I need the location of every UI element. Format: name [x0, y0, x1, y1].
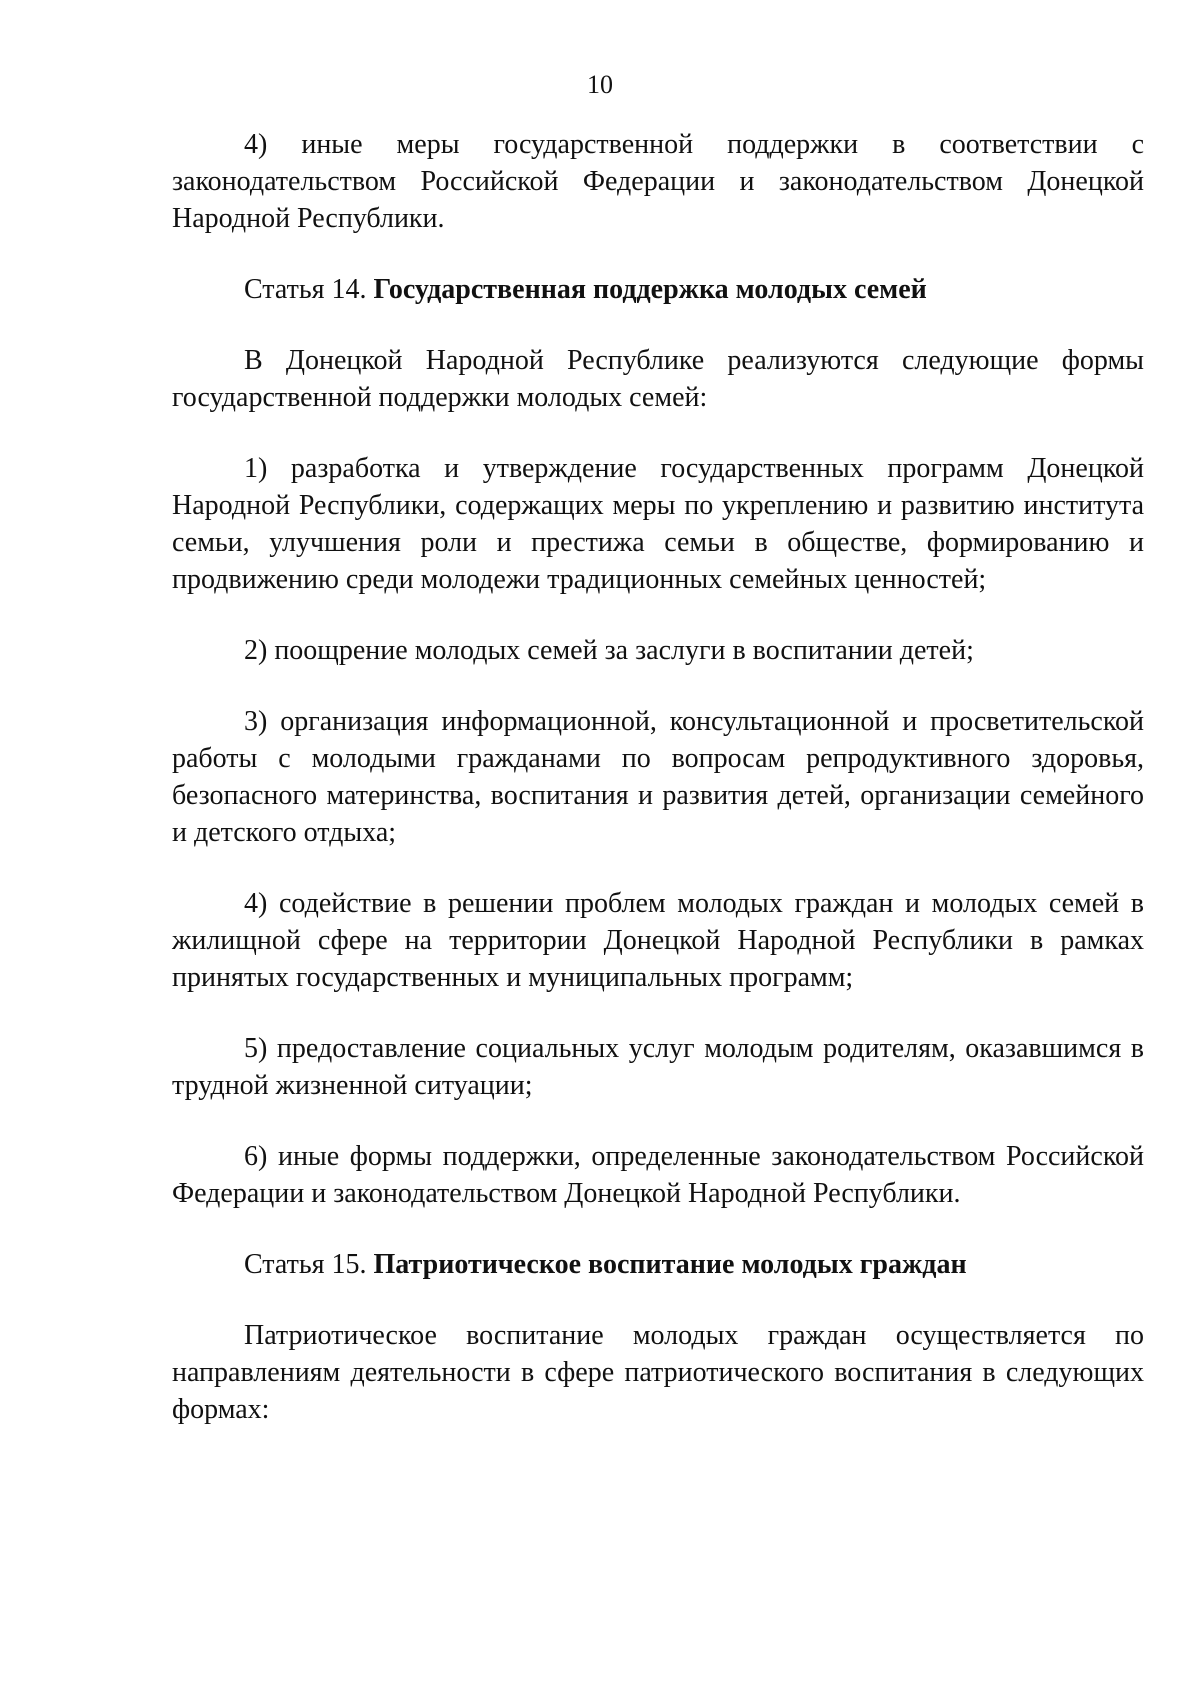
article-15-title: Патриотическое воспитание молодых граждан	[373, 1249, 967, 1280]
paragraph-item-4-measures: 4) иные меры государственной поддержки в соответствии с законодательством Российской Федерации и законодательством Донецкой Народной Республики.	[172, 129, 1144, 234]
article-14-label: Статья 14.	[244, 274, 367, 305]
article-14-item: 5) предоставление социальных услуг молодым родителям, оказавшимся в трудной жизненной ситуации;	[172, 1033, 1144, 1101]
article-15-intro: Патриотическое воспитание молодых граждан осуществляется по направлениям деятельности в сфере патриотического воспитания в следующих формах:	[172, 1320, 1144, 1425]
article-14-heading	[172, 271, 1144, 308]
page-number: 10	[587, 70, 613, 99]
article-14-item: 6) иные формы поддержки, определенные законодательством Российской Федерации и законодательством Донецкой Народной Республики.	[172, 1141, 1144, 1209]
article-14-title: Государственная поддержка молодых семей	[373, 274, 927, 305]
document-body	[172, 126, 1144, 1462]
article-14-intro: В Донецкой Народной Республике реализуются следующие формы государственной поддержки молодых семей:	[172, 345, 1144, 413]
article-14-item: 4) содействие в решении проблем молодых граждан и молодых семей в жилищной сфере на территории Донецкой Народной Республики в рамках принятых государственных и муниципальных программ;	[172, 888, 1144, 993]
article-15-heading	[172, 1246, 1144, 1283]
article-15-label: Статья 15.	[244, 1249, 367, 1280]
article-14-item: 1) разработка и утверждение государственных программ Донецкой Народной Республики, содержащих меры по укреплению и развитию института семьи, улучшения роли и престижа семьи в обществе, формированию и продвижению среди молодежи традиционных семейных ценностей;	[172, 453, 1144, 595]
article-14-item: 3) организация информационной, консультационной и просветительской работы с молодыми гражданами по вопросам репродуктивного здоровья, безопасного материнства, воспитания и развития детей, организации семейного и детского отдыха;	[172, 706, 1144, 848]
article-14-item: 2) поощрение молодых семей за заслуги в воспитании детей;	[244, 635, 974, 666]
